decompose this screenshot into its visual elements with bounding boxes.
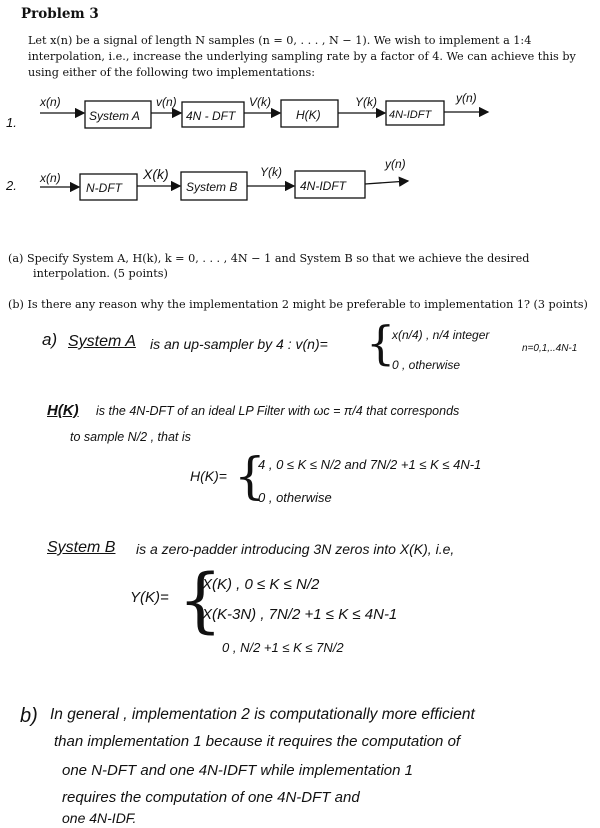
diagram1-block1-label: System A: [89, 109, 140, 123]
diagram2-block3-label: 4N-IDFT: [300, 179, 346, 193]
h-name: H(K): [47, 402, 79, 419]
answer-b-line3: one N-DFT and one 4N-IDFT while implementation 1: [62, 762, 413, 779]
diagram2-sig2-label: Y(k): [260, 165, 282, 179]
diagram-1: [6, 91, 488, 130]
system-a-case2: 0 , otherwise: [392, 358, 461, 372]
diagram1-block4-label: 4N-IDFT: [389, 109, 432, 121]
system-b-text: is a zero-padder introducing 3N zeros into X(K), i.e,: [136, 541, 455, 557]
system-a-case1: x(n/4) , n/4 integer: [392, 328, 490, 342]
y-case3: 0 , N/2 +1 ≤ K ≤ 7N/2: [222, 640, 344, 655]
answer-b-label: b): [20, 705, 38, 727]
diagram2-input-label: x(n): [40, 171, 61, 185]
answer-a-label: a): [42, 330, 58, 349]
question-b: (b) Is there any reason why the implementation 2 might be preferable to implementation 1? (3 points): [8, 298, 588, 311]
answer-b-line2: than implementation 1 because it requires the computation of: [54, 733, 461, 750]
diagram-2: [5, 157, 408, 200]
diagram1-input-label: x(n): [40, 95, 61, 109]
question-a: (a) Specify System A, H(k), k = 0, . . . , 4N − 1 and System B so that we achieve the desired interpolation. (5 points): [8, 252, 530, 280]
diagram1-sig3-label: Y(k): [355, 95, 377, 109]
block-diagrams: [0, 0, 600, 240]
diagram1-block2-label: 4N - DFT: [186, 109, 236, 123]
answer-b-line1: In general , implementation 2 is computationally more efficient: [50, 706, 475, 723]
diagram2-block1-label: N-DFT: [86, 181, 122, 195]
answer-b-line4: requires the computation of one 4N-DFT and: [62, 789, 360, 806]
h-brace: {: [234, 447, 266, 505]
h-case1: 4 , 0 ≤ K ≤ N/2 and 7N/2 +1 ≤ K ≤ 4N-1: [258, 457, 482, 472]
y-lhs: Y(K)=: [130, 589, 169, 606]
diagram1-output-label: y(n): [456, 91, 477, 105]
diagram1-sig2-label: V(k): [249, 95, 271, 109]
problem-title: Problem 3: [21, 6, 99, 22]
diagram2-sig1-label: X(k): [143, 166, 169, 182]
problem-intro: Let x(n) be a signal of length N samples (n = 0, . . . , N − 1). We wish to implement a 1:4 interpolation, i.e., increase the underlying sampling rate by a factor of 4. We can achieve this by using either of the following two implementations:: [28, 34, 576, 79]
y-brace: {: [178, 559, 223, 641]
diagram1-block3-label: H(K): [296, 108, 321, 122]
h-lhs: H(K)=: [190, 468, 227, 484]
system-a-range: n=0,1,..4N-1: [522, 343, 578, 354]
h-case2: 0 , otherwise: [258, 490, 332, 505]
system-b-name: System B: [47, 539, 116, 556]
system-a-name: System A: [68, 333, 136, 350]
diagram2-block2-label: System B: [186, 180, 238, 194]
diagram2-output-label: y(n): [385, 157, 406, 171]
answer-b-line5: one 4N-IDF.: [62, 810, 137, 826]
diagram1-number: 1.: [6, 115, 17, 130]
diagram2-number: 2.: [6, 178, 17, 193]
diagram2-arrow-out: [365, 181, 408, 184]
y-case1: X(K) , 0 ≤ K ≤ N/2: [202, 576, 320, 593]
system-a-text: is an up-sampler by 4 : v(n)=: [150, 336, 328, 352]
h-line2: to sample N/2 , that is: [70, 430, 191, 444]
diagram1-sig1-label: v(n): [156, 95, 177, 109]
y-case2: X(K-3N) , 7N/2 +1 ≤ K ≤ 4N-1: [202, 606, 398, 623]
system-a-brace: {: [366, 316, 396, 370]
h-line1: is the 4N-DFT of an ideal LP Filter with ωc = π/4 that corresponds: [96, 404, 460, 418]
